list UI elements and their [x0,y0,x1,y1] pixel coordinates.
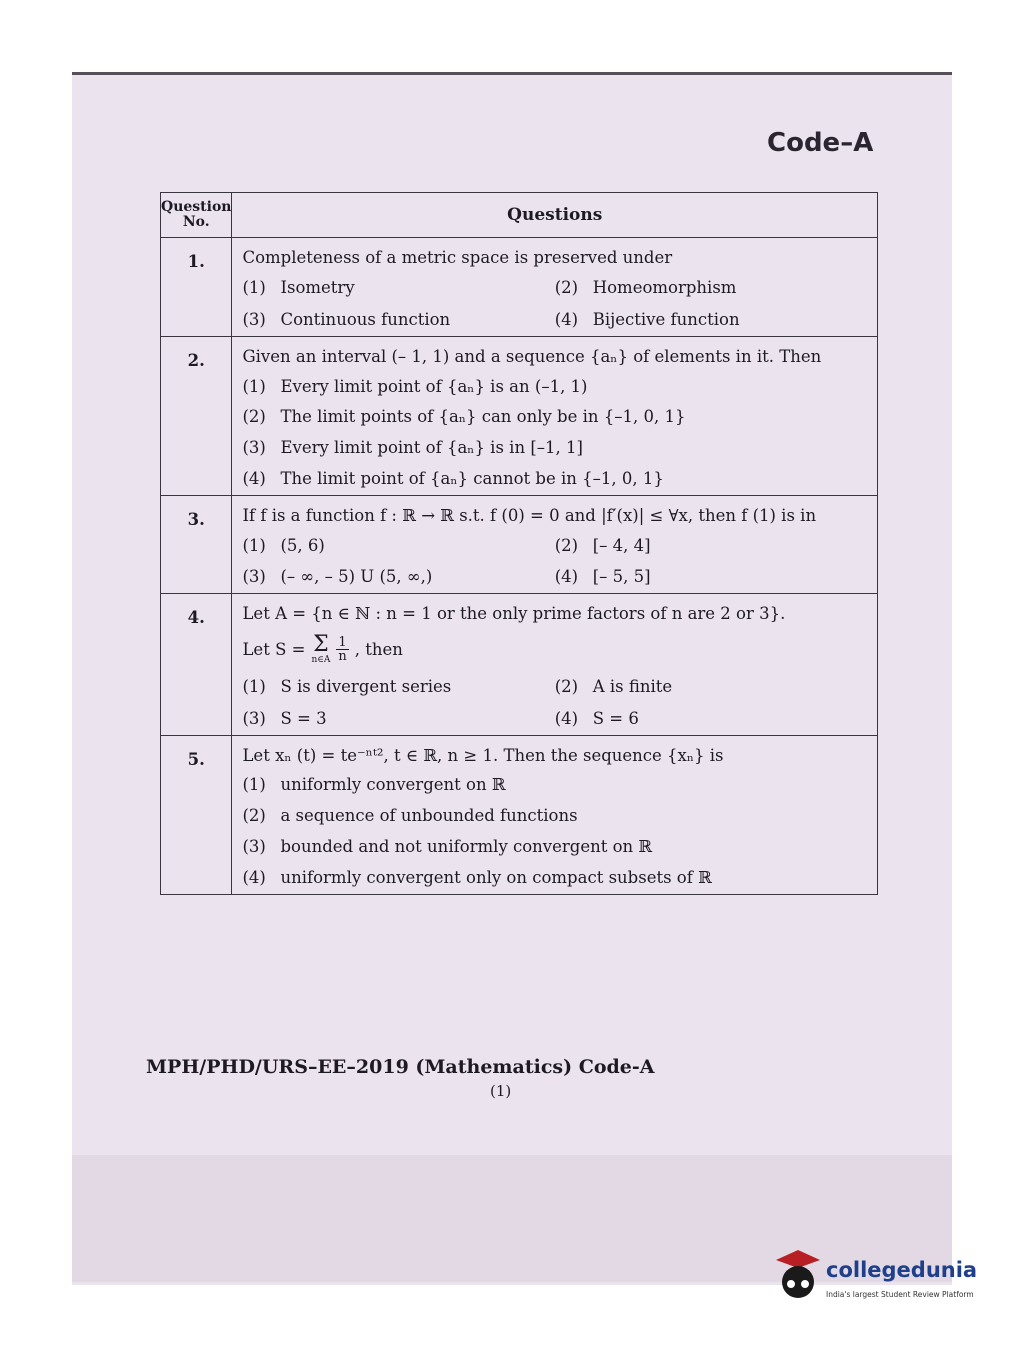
header-questions: Questions [232,193,878,238]
option [555,709,867,729]
option-number: (4) [554,708,579,728]
option-number: (1) [242,376,266,396]
exam-footer: MPH/PHD/URS–EE–2019 (Mathematics) Code-A [146,1056,655,1078]
option-text: S = 3 [280,708,327,728]
option-text: The limit points of {aₙ} can only be in {–1, 0, 1} [280,407,686,427]
question-number: 5. [161,735,232,894]
option-number: (2) [242,407,266,427]
option [242,677,554,697]
option [242,837,867,857]
option-number: (4) [242,468,266,488]
option [242,407,867,427]
option [242,469,867,489]
option-text: uniformly convergent on ℝ [280,775,506,795]
option [242,278,554,298]
option [242,868,867,888]
option [555,278,867,298]
code-label: Code–A [767,128,874,158]
option-number: (3) [242,708,266,728]
question-stem: Let A = {n ∈ ℕ : n = 1 or the only prime factors of n are 2 or 3}. [242,604,786,624]
option-text: S = 6 [592,708,639,728]
option-list [242,377,867,489]
question-row [161,735,878,894]
header-question-no: Question No. [161,193,232,238]
option-text: [– 4, 4] [592,535,651,555]
sum-suffix: , then [354,639,403,659]
option-text: Every limit point of {aₙ} is an (–1, 1) [280,376,588,396]
option-text: A is finite [592,676,673,696]
page-number: (1) [490,1082,512,1100]
option [555,310,867,330]
option [555,677,867,697]
question-body [232,336,878,495]
question-stem: Given an interval (– 1, 1) and a sequence {aₙ} of elements in it. Then [242,346,822,366]
question-number: 3. [161,495,232,593]
option [555,536,867,556]
sigma-symbol [311,631,331,665]
option-list [242,677,867,729]
option-number: (2) [554,278,579,298]
option [242,806,867,826]
option-text: (– ∞, – 5) U (5, ∞,) [280,567,433,587]
option-list [242,278,867,330]
option-text: Continuous function [280,309,451,329]
option-number: (4) [242,867,266,887]
sigma-glyph: Σ [313,631,329,657]
option-text: Isometry [280,278,355,298]
question-row [161,594,878,735]
option [242,709,554,729]
option [242,536,554,556]
question-row [161,336,878,495]
question-body [232,495,878,593]
question-row [161,495,878,593]
option-number: (2) [242,806,266,826]
option-text: a sequence of unbounded functions [280,806,578,826]
question-row [161,238,878,336]
question-table [160,192,878,895]
fraction-denominator: n [338,648,347,664]
option-number: (1) [242,775,266,795]
option [242,310,554,330]
option-number: (3) [242,836,266,856]
option-number: (2) [554,535,579,555]
option-number: (1) [242,278,266,298]
question-number: 2. [161,336,232,495]
option [555,567,867,587]
option-number: (3) [242,567,266,587]
question-body [232,735,878,894]
question-number: 4. [161,594,232,735]
option-number: (1) [242,676,266,696]
option-text: Bijective function [592,309,740,329]
option-list [242,775,867,887]
table-header [161,193,878,238]
option [242,567,554,587]
mascot-icon [768,1248,824,1308]
option-number: (1) [242,535,266,555]
question-stem: Completeness of a metric space is preserved under [242,248,673,268]
option-text: Homeomorphism [592,278,737,298]
fraction-numerator: 1 [338,634,347,650]
question-stem: If f is a function f : ℝ → ℝ s.t. f (0) = 0 and |f′(x)| ≤ ∀x, then f (1) is in [242,505,817,525]
logo-wordmark: collegedunia [826,1258,978,1282]
option-text: (5, 6) [280,535,325,555]
option [242,438,867,458]
fraction [336,636,348,663]
option-text: bounded and not uniformly convergent on ℝ [280,836,653,856]
question-stem: Let xₙ (t) = te⁻ⁿᵗ², t ∈ ℝ, n ≥ 1. Then the sequence {xₙ} is [242,745,724,765]
option-text: Every limit point of {aₙ} is in [–1, 1] [280,438,583,458]
question-body [232,238,878,336]
sum-index: n∈A [311,654,331,665]
sum-definition [242,631,867,665]
option-text: The limit point of {aₙ} cannot be in {–1, 0, 1} [280,468,664,488]
question-number: 1. [161,238,232,336]
option-text: S is divergent series [280,676,452,696]
option [242,377,867,397]
option-number: (3) [242,438,266,458]
question-body [232,594,878,735]
option-number: (4) [554,567,579,587]
option-list [242,536,867,588]
collegedunia-logo[interactable] [768,1248,998,1308]
option [242,775,867,795]
option-number: (2) [554,676,579,696]
logo-tagline: India's largest Student Review Platform [826,1290,974,1299]
option-text: uniformly convergent only on compact subsets of ℝ [280,867,712,887]
option-number: (3) [242,309,266,329]
option-text: [– 5, 5] [592,567,651,587]
option-number: (4) [554,309,579,329]
sum-prefix: Let S = [242,639,306,659]
